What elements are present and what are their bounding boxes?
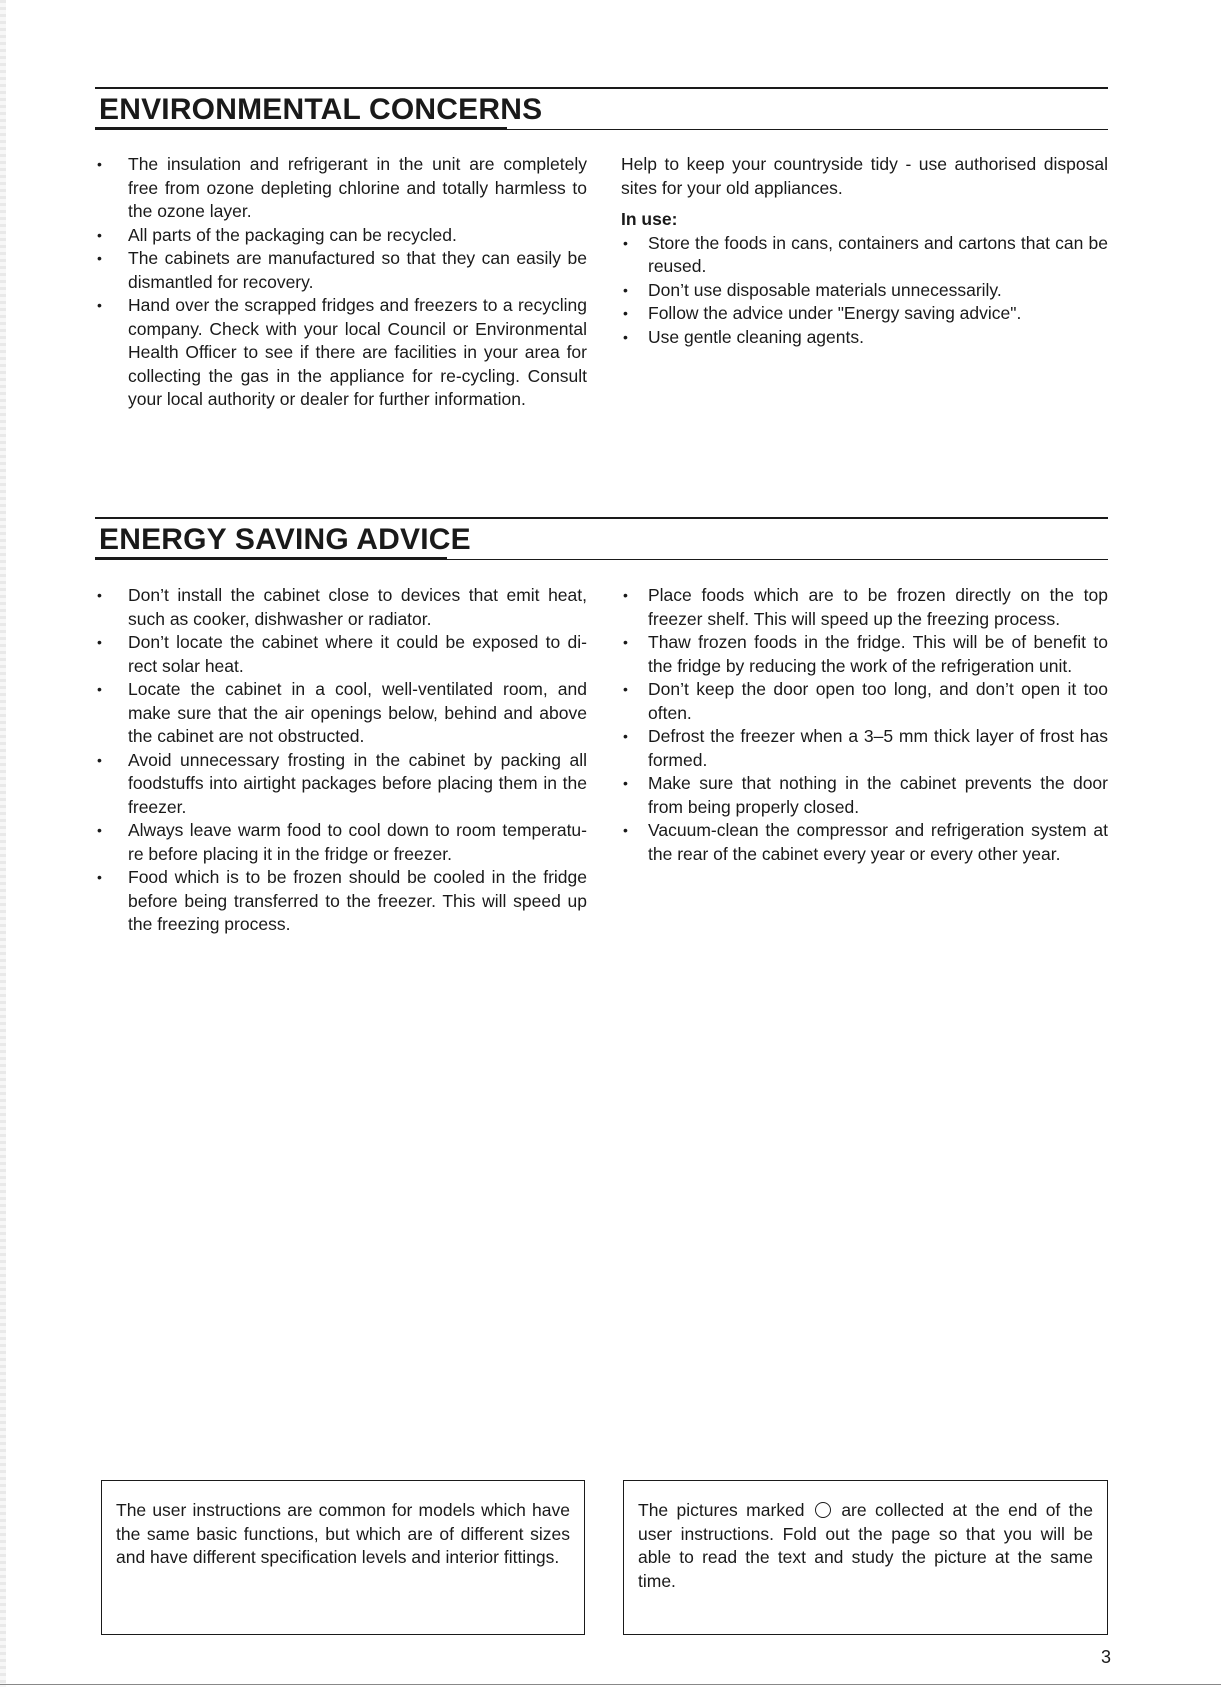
scan-edge-decoration	[0, 0, 6, 1687]
energy-left-list	[95, 584, 587, 937]
list-item	[95, 819, 587, 866]
list-item	[95, 153, 587, 224]
list-item-text: Hand over the scrapped fridges and freezers to a recycling company. Check with your local Council or Environmental Health Officer to see if there are facilities in your area for collecting the gas in the appliance for re-cycling. Consult your local authority or dealer for further information.	[128, 295, 587, 409]
bullet-mark: •	[623, 681, 628, 697]
bullet-mark: •	[97, 869, 102, 885]
environmental-right-list	[621, 232, 1108, 350]
list-item-text: Thaw frozen foods in the fridge. This will be of benefit to the fridge by reducing the work of the refrigeration unit.	[648, 632, 1108, 676]
energy-right-column	[621, 584, 1108, 866]
list-item-text: Store the foods in cans, containers and cartons that can be reused.	[648, 232, 1108, 276]
bullet-mark: •	[623, 728, 628, 744]
list-item	[95, 866, 587, 937]
list-item	[95, 294, 587, 412]
list-item-text: The insulation and refrigerant in the unit are completely free from ozone depleting chlorine and totally harmless to the ozone layer.	[128, 154, 587, 221]
list-item	[95, 749, 587, 820]
energy-heading: ENERGY SAVING ADVICE	[99, 521, 479, 559]
bullet-mark: •	[623, 281, 628, 298]
list-item-text: Locate the cabinet in a cool, well-ventilated room, and make sure that the air openings below, behind and above the cabinet are not obstructed.	[128, 679, 587, 746]
list-item-text: Vacuum-clean the compressor and refrigeration system at the rear of the cabinet every year or every other year.	[648, 820, 1108, 864]
list-item-text: The cabinets are manufactured so that they can easily be dismantled for recovery.	[128, 248, 587, 292]
bullet-mark: •	[623, 775, 628, 791]
heading-underline	[95, 557, 447, 560]
list-item	[95, 224, 587, 248]
list-item	[95, 247, 587, 294]
list-item-text: Place foods which are to be frozen directly on the top freezer shelf. This will speed up the freezing process.	[648, 585, 1108, 629]
in-use-subheading: In use:	[621, 209, 678, 229]
list-item	[621, 631, 1108, 678]
list-item-text: Avoid unnecessary frosting in the cabinet by packing all foodstuffs into airtight packages before placing them in the freezer.	[128, 749, 587, 817]
list-item-text: Don’t install the cabinet close to devices that emit heat, such as cooker, dishwasher or radiator.	[128, 585, 587, 629]
bullet-mark: •	[623, 822, 628, 838]
energy-left-column	[95, 584, 587, 937]
list-item-text: Follow the advice under "Energy saving advice".	[648, 303, 1022, 323]
bullet-mark: •	[97, 822, 102, 838]
energy-right-list	[621, 584, 1108, 866]
list-item	[95, 584, 587, 631]
list-item	[621, 584, 1108, 631]
bullet-mark: •	[623, 587, 628, 603]
heading-top-rule	[95, 517, 1108, 519]
bullet-mark: •	[97, 751, 102, 768]
heading-underline	[95, 127, 507, 130]
list-item-text: Don’t use disposable materials unnecessarily.	[648, 279, 1002, 300]
bullet-mark: •	[623, 328, 628, 345]
list-item-text: Use gentle cleaning agents.	[648, 326, 864, 347]
list-item	[621, 279, 1108, 303]
list-item-text: Defrost the freezer when a 3–5 mm thick layer of frost has formed.	[648, 726, 1108, 770]
energy-heading-row	[95, 517, 1108, 560]
list-item-text: Make sure that nothing in the cabinet prevents the door from being properly closed.	[648, 773, 1108, 817]
environmental-right-column	[621, 153, 1108, 349]
energy-section	[95, 517, 1108, 934]
list-item-text: Don’t keep the door open too long, and don’t open it too often.	[648, 679, 1108, 723]
circle-marker-icon	[815, 1502, 831, 1518]
bottom-edge-rule	[0, 1684, 1221, 1685]
list-item	[621, 725, 1108, 772]
list-item-text: All parts of the packaging can be recycled.	[128, 224, 457, 245]
bullet-mark: •	[97, 587, 102, 603]
list-item	[621, 678, 1108, 725]
list-item	[621, 772, 1108, 819]
bullet-mark: •	[97, 250, 102, 266]
pictures-note-box	[623, 1480, 1108, 1635]
bullet-mark: •	[97, 681, 102, 697]
pictures-note-text-before: The pictures marked	[638, 1500, 805, 1520]
environmental-section	[95, 87, 1108, 409]
page-number: 3	[1100, 1647, 1111, 1667]
heading-top-rule	[95, 87, 1108, 89]
list-item-text: Food which is to be frozen should be cooled in the fridge before being transferred to the freezer. This will speed up the freezing process.	[128, 867, 587, 934]
bullet-mark: •	[623, 305, 628, 321]
bullet-mark: •	[97, 226, 102, 243]
bullet-mark: •	[97, 297, 102, 313]
environmental-heading-row	[95, 87, 1108, 130]
pictures-note-text-after: are collected at the end of the user instructions. Fold out the page so that you will be able to read the text and study the picture at the same time.	[638, 1500, 1093, 1591]
bullet-mark: •	[97, 634, 102, 650]
models-note-box	[101, 1480, 585, 1635]
models-note-text: The user instructions are common for models which have the same basic functions, but which are of different sizes and have different specification levels and interior fittings.	[116, 1500, 570, 1567]
environmental-left-column	[95, 153, 587, 412]
list-item	[621, 819, 1108, 866]
disposal-intro: Help to keep your countryside tidy - use authorised disposal sites for your old appliances.	[621, 154, 1108, 198]
bullet-mark: •	[623, 634, 628, 650]
list-item	[95, 631, 587, 678]
list-item-text: Don’t locate the cabinet where it could be exposed to di-rect solar heat.	[128, 632, 587, 676]
list-item-text: Always leave warm food to cool down to room temperatu-re before placing it in the fridge or freezer.	[128, 820, 587, 864]
environmental-heading: ENVIRONMENTAL CONCERNS	[99, 91, 550, 129]
list-item	[621, 326, 1108, 350]
list-item	[621, 302, 1108, 326]
list-item	[621, 232, 1108, 279]
environmental-left-list	[95, 153, 587, 412]
bullet-mark: •	[97, 156, 102, 172]
list-item	[95, 678, 587, 749]
bullet-mark: •	[623, 234, 628, 251]
